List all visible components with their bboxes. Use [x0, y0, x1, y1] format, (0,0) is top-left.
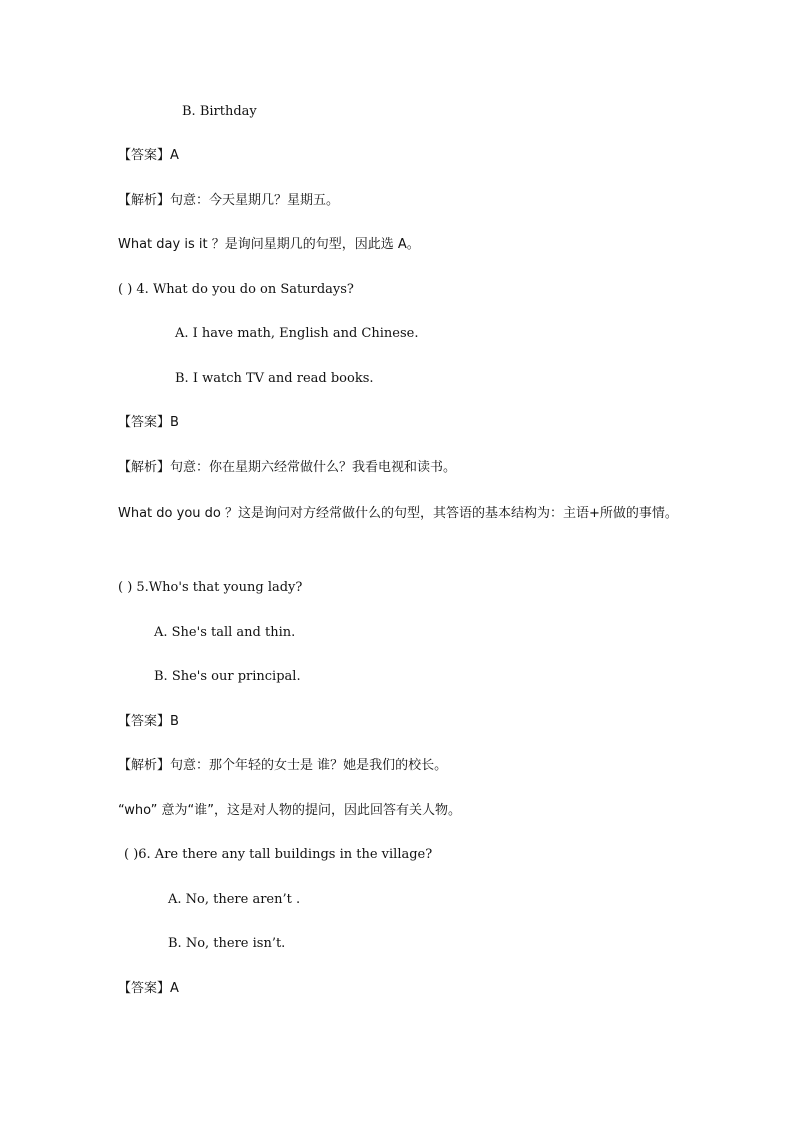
q5-option-b: B. She's our principal. [154, 669, 301, 684]
q5-option-a: A. She's tall and thin. [154, 625, 296, 640]
q5-note: “who” 意为“谁”，这是对人物的提问，因此回答有关人物。 [118, 803, 461, 818]
q4-analysis: 【解析】句意：你在星期六经常做什么？我看电视和读书。 [118, 460, 457, 475]
q6-question: ( )6. Are there any tall buildings in the village? [124, 847, 433, 862]
q3-answer: 【答案】A [118, 148, 179, 163]
q5-answer: 【答案】B [118, 714, 179, 729]
q3-analysis: 【解析】句意：今天星期几？星期五。 [118, 193, 340, 208]
q3-option-b: B. Birthday [182, 104, 257, 119]
q6-answer: 【答案】A [118, 981, 179, 996]
q6-option-a: A. No, there aren’t . [168, 892, 301, 907]
q5-question: ( ) 5.Who's that young lady? [118, 580, 303, 595]
q4-option-b: B. I watch TV and read books. [175, 371, 374, 386]
q5-analysis: 【解析】句意：那个年轻的女士是 谁？她是我们的校长。 [118, 758, 448, 773]
q4-option-a: A. I have math, English and Chinese. [175, 326, 419, 341]
q3-note: What day is it ？是询问星期几的句型，因此选 A。 [118, 237, 420, 252]
q6-option-b: B. No, there isn’t. [168, 936, 286, 951]
q4-note: What do you do ？这是询问对方经常做什么的句型，其答语的基本结构为：主语+所做的事情。 [118, 506, 678, 521]
q4-question: ( ) 4. What do you do on Saturdays? [118, 282, 354, 297]
q4-answer: 【答案】B [118, 415, 179, 430]
